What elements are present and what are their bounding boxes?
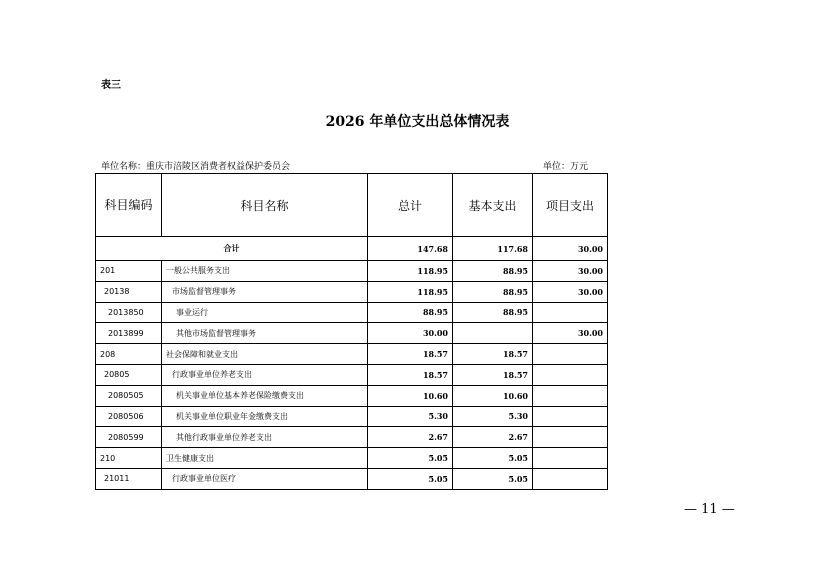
row-name: 一般公共服务支出 <box>162 261 368 282</box>
row-project: 30.00 <box>533 261 608 282</box>
row-code: 201 <box>96 261 162 282</box>
row-basic: 18.57 <box>453 344 533 365</box>
row-basic: 10.60 <box>453 385 533 406</box>
header-basic: 基本支出 <box>453 174 533 237</box>
row-code: 2080505 <box>96 385 162 406</box>
row-name: 市场监督管理事务 <box>162 281 368 302</box>
row-name: 机关事业单位职业年金缴费支出 <box>162 406 368 427</box>
table-row <box>96 302 608 323</box>
row-project <box>533 302 608 323</box>
row-code: 2080599 <box>96 427 162 448</box>
row-project: 30.00 <box>533 323 608 344</box>
table-row <box>96 261 608 282</box>
page-number: — 11 — <box>684 502 735 517</box>
table-row <box>96 281 608 302</box>
row-name: 机关事业单位基本养老保险缴费支出 <box>162 385 368 406</box>
table-row <box>96 427 608 448</box>
table-row <box>96 385 608 406</box>
total-basic: 117.68 <box>453 237 533 261</box>
row-total: 118.95 <box>368 261 453 282</box>
row-code: 21011 <box>96 468 162 489</box>
header-code: 科目编码 <box>96 174 162 237</box>
row-name: 行政事业单位医疗 <box>162 468 368 489</box>
row-project <box>533 406 608 427</box>
row-project: 30.00 <box>533 281 608 302</box>
total-label: 合计 <box>96 237 368 261</box>
row-total: 30.00 <box>368 323 453 344</box>
row-code: 20805 <box>96 364 162 385</box>
unit-label: 单位：万元 <box>543 162 589 172</box>
row-project <box>533 364 608 385</box>
row-basic: 5.05 <box>453 448 533 469</box>
row-project <box>533 427 608 448</box>
row-name: 其他市场监督管理事务 <box>162 323 368 344</box>
row-basic: 18.57 <box>453 364 533 385</box>
table-row <box>96 323 608 344</box>
total-total: 147.68 <box>368 237 453 261</box>
row-total: 5.30 <box>368 406 453 427</box>
header-project: 项目支出 <box>533 174 608 237</box>
table-label: 表三 <box>101 80 121 91</box>
row-code: 2013899 <box>96 323 162 344</box>
row-total: 18.57 <box>368 364 453 385</box>
table-row <box>96 448 608 469</box>
row-name: 行政事业单位养老支出 <box>162 364 368 385</box>
row-code: 2013850 <box>96 302 162 323</box>
header-total: 总计 <box>368 174 453 237</box>
header-name: 科目名称 <box>162 174 368 237</box>
row-basic: 88.95 <box>453 302 533 323</box>
row-project <box>533 344 608 365</box>
row-name: 其他行政事业单位养老支出 <box>162 427 368 448</box>
row-basic: 88.95 <box>453 261 533 282</box>
row-name: 事业运行 <box>162 302 368 323</box>
row-total: 18.57 <box>368 344 453 365</box>
table-row <box>96 406 608 427</box>
row-basic: 88.95 <box>453 281 533 302</box>
row-basic: 2.67 <box>453 427 533 448</box>
row-code: 210 <box>96 448 162 469</box>
row-code: 20138 <box>96 281 162 302</box>
row-basic <box>453 323 533 344</box>
table-row <box>96 468 608 489</box>
page-title: 2026 年单位支出总体情况表 <box>325 114 510 130</box>
row-name: 卫生健康支出 <box>162 448 368 469</box>
table-row <box>96 364 608 385</box>
row-total: 2.67 <box>368 427 453 448</box>
row-total: 118.95 <box>368 281 453 302</box>
expenditure-table <box>95 173 608 490</box>
row-code: 208 <box>96 344 162 365</box>
row-project <box>533 448 608 469</box>
row-project <box>533 468 608 489</box>
row-basic: 5.05 <box>453 468 533 489</box>
table-row <box>96 344 608 365</box>
row-total: 88.95 <box>368 302 453 323</box>
row-basic: 5.30 <box>453 406 533 427</box>
table-row-total <box>96 237 608 261</box>
row-total: 5.05 <box>368 448 453 469</box>
row-name: 社会保障和就业支出 <box>162 344 368 365</box>
row-project <box>533 385 608 406</box>
total-project: 30.00 <box>533 237 608 261</box>
row-total: 5.05 <box>368 468 453 489</box>
row-total: 10.60 <box>368 385 453 406</box>
unit-name: 单位名称：重庆市涪陵区消费者权益保护委员会 <box>101 162 291 172</box>
row-code: 2080506 <box>96 406 162 427</box>
